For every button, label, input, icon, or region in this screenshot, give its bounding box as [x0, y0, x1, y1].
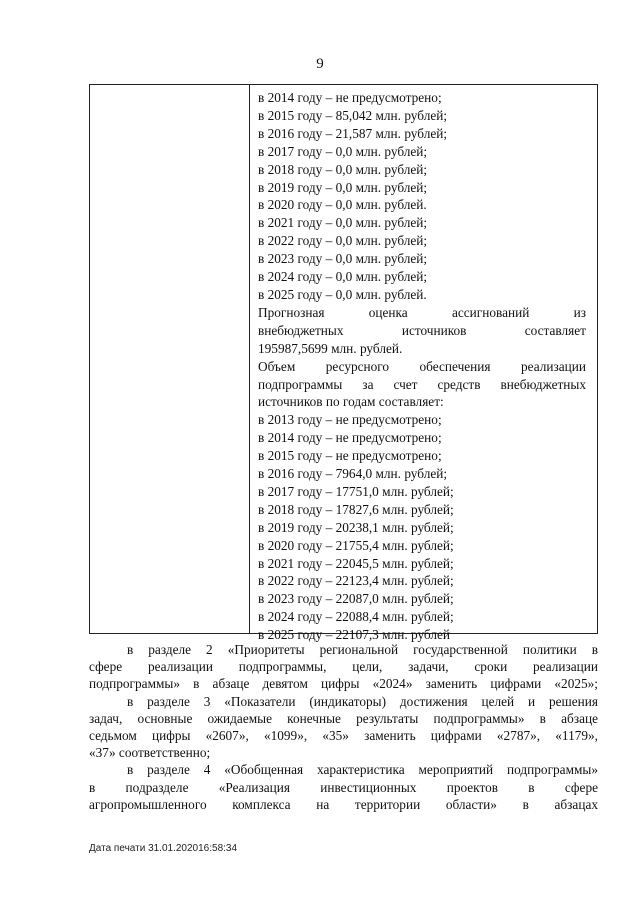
print-date-footer: Дата печати 31.01.202016:58:34: [89, 843, 238, 854]
year-line: в 2023 году – 0,0 млн. рублей;: [258, 251, 428, 267]
year-line: в 2025 году – 0,0 млн. рублей.: [258, 286, 427, 302]
year-line: в 2018 году – 17827,6 млн. рублей;: [258, 501, 454, 517]
paragraph-line: в подразделе «Реализация инвестиционных проектов в сфере: [89, 779, 598, 795]
table-right-cell: [258, 89, 586, 644]
volume-line: подпрограммы за счет средств внебюджетных: [258, 376, 586, 392]
paragraph-line: подпрограммы» в абзаце девятом цифры «2024» заменить цифрами «2025»;: [89, 676, 598, 692]
year-line: в 2013 году – не предусмотрено;: [258, 412, 442, 428]
year-line: в 2022 году – 0,0 млн. рублей;: [258, 233, 428, 249]
paragraph-line: задач, основные ожидаемые конечные результаты подпрограммы» в абзаце: [89, 710, 598, 726]
year-line: в 2024 году – 0,0 млн. рублей;: [258, 269, 428, 285]
paragraph-section-3: [89, 693, 598, 762]
year-line: в 2025 году – 22107,3 млн. рублей: [258, 627, 451, 643]
year-line: в 2017 году – 0,0 млн. рублей;: [258, 143, 428, 159]
resource-table: [89, 84, 598, 643]
year-line: в 2021 году – 0,0 млн. рублей;: [258, 215, 428, 231]
year-line: в 2019 году – 20238,1 млн. рублей;: [258, 519, 454, 535]
year-line: в 2016 году – 7964,0 млн. рублей;: [258, 466, 448, 482]
year-line: в 2022 году – 22123,4 млн. рублей;: [258, 573, 454, 589]
year-line: в 2014 году – не предусмотрено;: [258, 90, 442, 105]
paragraph-line: сфере реализации подпрограммы, цели, задачи, сроки реализации: [89, 659, 598, 675]
body-text: [89, 641, 598, 813]
year-line: в 2024 году – 22088,4 млн. рублей;: [258, 609, 454, 625]
paragraph-line: агропромышленного комплекса на территории области» в абзацах: [89, 796, 598, 812]
volume-line: Объем ресурсного обеспечения реализации: [258, 358, 586, 374]
year-line: в 2017 году – 17751,0 млн. рублей;: [258, 483, 454, 499]
year-line: в 2014 году – не предусмотрено;: [258, 430, 442, 446]
year-line: в 2015 году – не предусмотрено;: [258, 448, 442, 464]
year-line: в 2020 году – 0,0 млн. рублей.: [258, 197, 427, 213]
year-line: в 2023 году – 22087,0 млн. рублей;: [258, 591, 454, 607]
paragraph-line: в разделе 4 «Обобщенная характеристика мероприятий подпрограммы»: [127, 762, 598, 778]
year-line: в 2015 году – 85,042 млн. рублей;: [258, 107, 448, 123]
column-divider: [249, 85, 250, 633]
paragraph-line: в разделе 3 «Показатели (индикаторы) достижения целей и решения: [127, 693, 598, 709]
year-line: в 2019 году – 0,0 млн. рублей;: [258, 179, 428, 195]
year-line: в 2018 году – 0,0 млн. рублей;: [258, 161, 428, 177]
paragraph-section-4: [89, 761, 598, 813]
forecast-line: Прогнозная оценка ассигнований из: [258, 304, 586, 320]
paragraph-line: «37» соответственно;: [89, 745, 211, 761]
year-line: в 2021 году – 22045,5 млн. рублей;: [258, 555, 454, 571]
volume-line: источников по годам составляет:: [258, 394, 444, 410]
paragraph-section-2: [89, 641, 598, 693]
forecast-line: внебюджетных источников составляет: [258, 322, 586, 338]
page-number: 9: [316, 56, 324, 72]
paragraph-line: седьмом цифры «2607», «1099», «35» заменить цифрами «2787», «1179»,: [89, 728, 598, 744]
year-line: в 2016 году – 21,587 млн. рублей;: [258, 125, 448, 141]
forecast-line: 195987,5699 млн. рублей.: [258, 340, 403, 356]
year-line: в 2020 году – 21755,4 млн. рублей;: [258, 537, 454, 553]
paragraph-line: в разделе 2 «Приоритеты региональной государственной политики в: [127, 642, 598, 657]
